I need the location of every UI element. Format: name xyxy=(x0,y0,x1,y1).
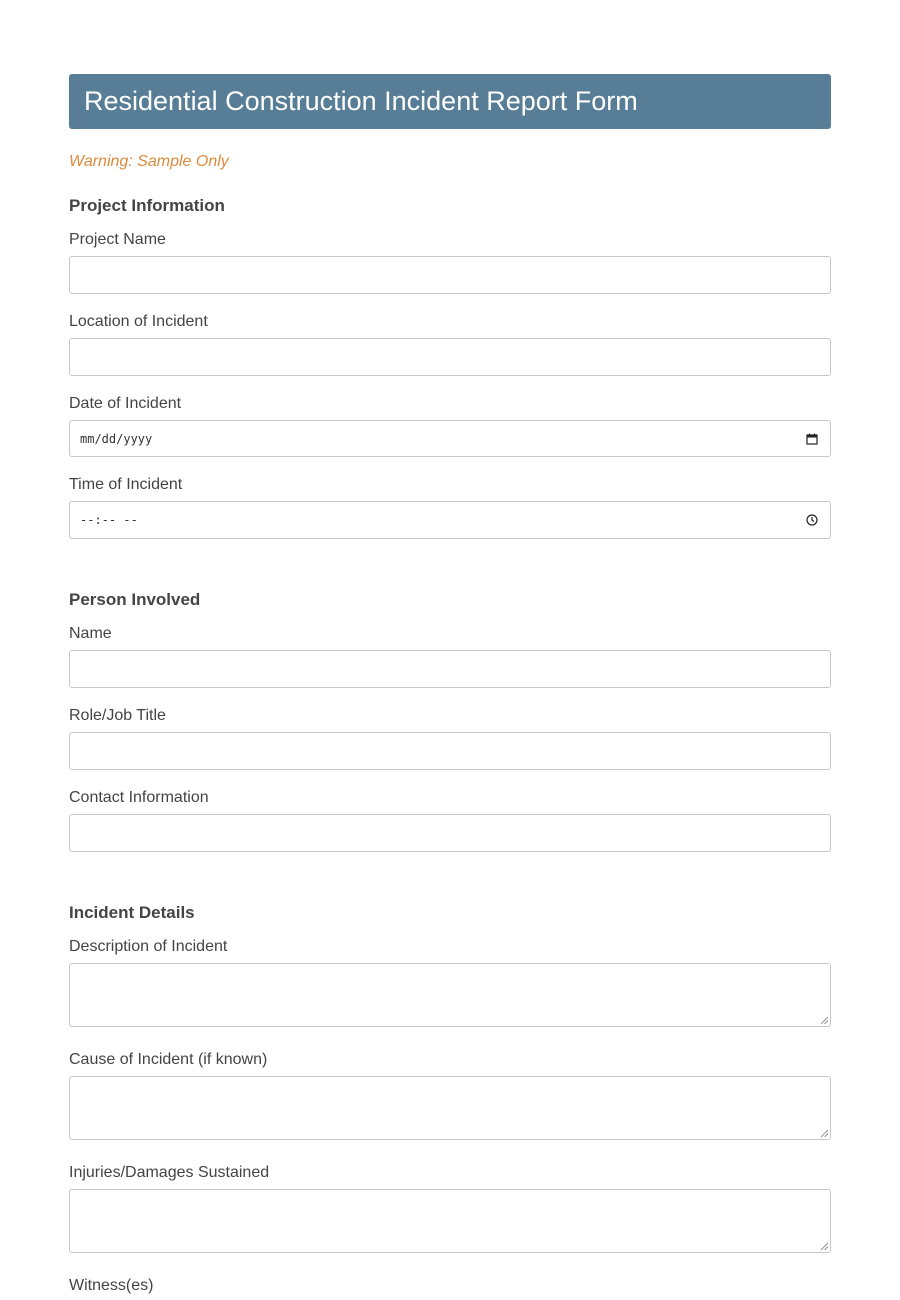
section-title-person: Person Involved xyxy=(69,590,201,609)
description-label: Description of Incident xyxy=(69,938,228,955)
role-label: Role/Job Title xyxy=(69,707,166,724)
name-label: Name xyxy=(69,625,112,642)
section-title-project: Project Information xyxy=(69,196,225,215)
location-label: Location of Incident xyxy=(69,313,208,330)
clock-icon[interactable] xyxy=(806,514,818,526)
location-input[interactable] xyxy=(69,338,831,376)
time-label: Time of Incident xyxy=(69,476,183,493)
time-input[interactable] xyxy=(69,501,831,539)
date-input[interactable] xyxy=(69,420,831,457)
calendar-icon[interactable] xyxy=(806,433,818,445)
section-title-incident: Incident Details xyxy=(69,903,195,922)
witness-label: Witness(es) xyxy=(69,1277,154,1294)
resize-handle-icon[interactable] xyxy=(820,1129,828,1137)
cause-label: Cause of Incident (if known) xyxy=(69,1051,268,1068)
role-input[interactable] xyxy=(69,732,831,770)
time-placeholder: --:-- -- xyxy=(80,513,138,527)
contact-input[interactable] xyxy=(69,814,831,852)
resize-handle-icon[interactable] xyxy=(820,1016,828,1024)
sample-warning: Warning: Sample Only xyxy=(69,153,229,170)
contact-label: Contact Information xyxy=(69,789,209,806)
date-label: Date of Incident xyxy=(69,395,182,412)
project-name-input[interactable] xyxy=(69,256,831,294)
injuries-label: Injuries/Damages Sustained xyxy=(69,1164,270,1181)
date-placeholder: mm/dd/yyyy xyxy=(80,431,153,446)
incident-report-form xyxy=(69,74,831,1295)
injuries-textarea[interactable] xyxy=(69,1189,831,1253)
cause-textarea[interactable] xyxy=(69,1076,831,1140)
project-name-label: Project Name xyxy=(69,231,166,248)
form-title: Residential Construction Incident Report Form xyxy=(69,74,831,129)
description-textarea[interactable] xyxy=(69,963,831,1027)
resize-handle-icon[interactable] xyxy=(820,1242,828,1250)
name-input[interactable] xyxy=(69,650,831,688)
